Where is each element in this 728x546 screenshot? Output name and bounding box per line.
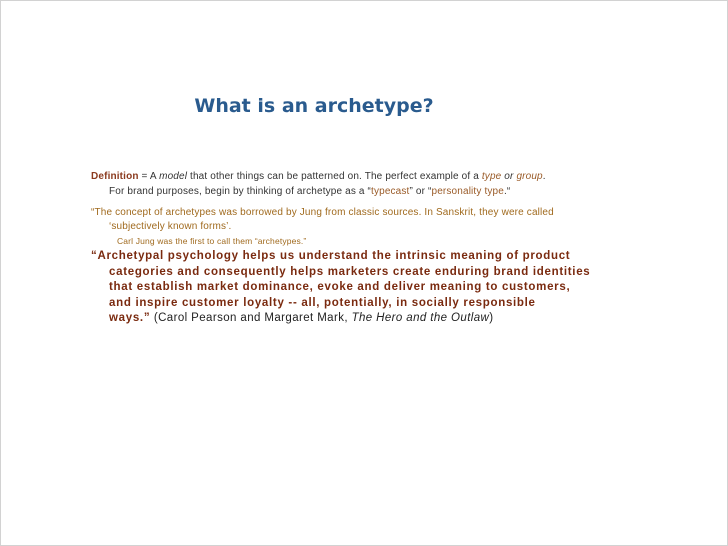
definition-label: Definition — [91, 171, 139, 182]
pearson-quote-line-4: and inspire customer loyalty -- all, potentially, in socially responsible — [109, 296, 536, 309]
definition-type: type — [481, 171, 502, 182]
jung-quote-line-2: ‘subjectively known forms’. — [109, 221, 232, 232]
pearson-quote-line-1: “Archetypal psychology helps us understand the intrinsic meaning of product — [91, 250, 571, 262]
definition-text: that other things can be patterned on. The perfect example of a — [187, 171, 482, 182]
definition-group: group — [516, 171, 543, 182]
citation-book: The Hero and the Outlaw — [351, 312, 490, 325]
pearson-quote-line-3: that establish market dominance, evoke and deliver meaning to customers, — [109, 281, 571, 294]
pearson-quote-line-2: categories and consequently helps marketers create enduring brand identities — [109, 265, 591, 278]
pearson-quote-line-5 — [91, 311, 631, 327]
pearson-quote-end: ways.” — [109, 312, 151, 325]
definition-model: model — [159, 171, 188, 182]
definition-eq: = A — [138, 171, 160, 182]
definition-or: or — [501, 171, 517, 182]
definition-line-2 — [91, 184, 631, 199]
definition-typecast: typecast — [371, 186, 410, 197]
slide-title: What is an archetype? — [194, 95, 434, 117]
definition-line2-b: ” or “ — [409, 186, 432, 197]
definition-personality-type: personality type — [431, 186, 504, 197]
citation-prefix: (Carol Pearson and Margaret Mark, — [150, 312, 352, 325]
citation-suffix: ) — [489, 312, 494, 325]
definition-line-1 — [91, 169, 631, 184]
jung-quote — [91, 206, 631, 248]
definition-end: . — [542, 171, 546, 182]
jung-quote-line-1: “The concept of archetypes was borrowed by Jung from classic sources. In Sanskrit, they were called — [91, 207, 554, 218]
definition-line2-a: For brand purposes, begin by thinking of archetype as a “ — [109, 186, 372, 197]
definition-line2-c: .“ — [503, 186, 511, 197]
definition-block — [91, 169, 631, 199]
pearson-quote — [91, 249, 631, 327]
jung-quote-line-3: Carl Jung was the first to call them “archetypes.” — [117, 236, 307, 246]
